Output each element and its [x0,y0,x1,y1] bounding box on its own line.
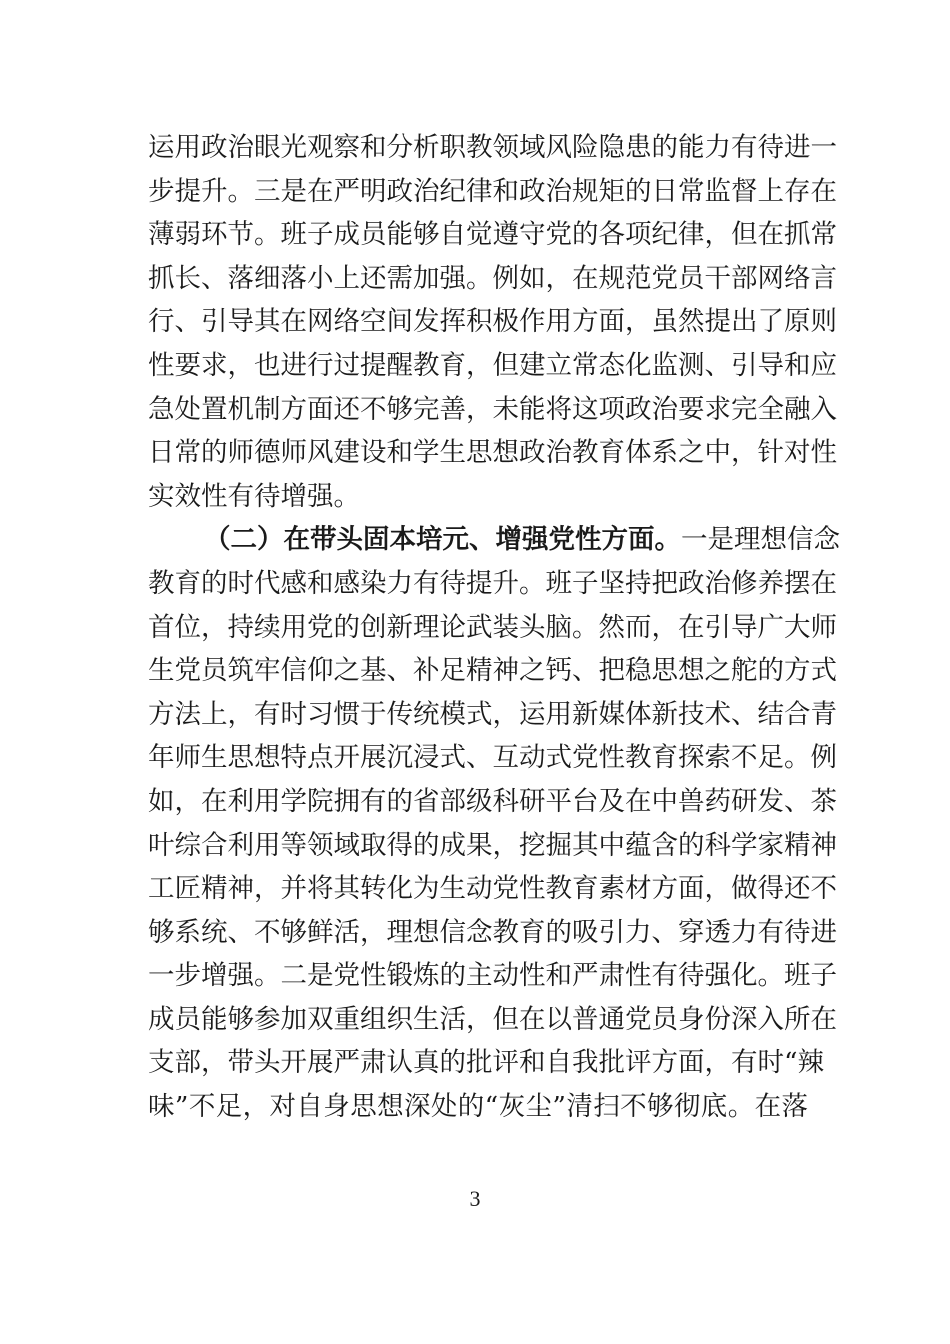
text-line: 性要求，也进行过提醒教育，但建立常态化监测、引导和应 [148,349,837,381]
text-line: 日常的师德师风建设和学生思想政治教育体系之中，针对性 [148,437,837,469]
section-heading: （二）在带头固本培元、增强党性方面。 [204,524,681,556]
text-line: 工匠精神，并将其转化为生动党性教育素材方面，做得还不 [148,873,837,905]
text-line: 方法上，有时习惯于传统模式，运用新媒体新技术、结合青 [148,698,837,730]
page-number: 3 [469,1186,481,1211]
text-line: 教育的时代感和感染力有待提升。班子坚持把政治修养摆在 [148,567,837,599]
heading-continuation: 一是理想信念 [681,524,840,556]
paragraph-party-spirit [148,518,840,1128]
text-line: 生党员筑牢信仰之基、补足精神之钙、把稳思想之舵的方式 [148,655,837,687]
text-line: 行、引导其在网络空间发挥积极作用方面，虽然提出了原则 [148,306,837,338]
text-line: 味”不足，对自身思想深处的“灰尘”清扫不够彻底。在落 [148,1091,808,1123]
paragraph-political-discipline [148,126,837,518]
text-line: 支部，带头开展严肃认真的批评和自我批评方面，有时“辣 [148,1047,825,1079]
text-line: 薄弱环节。班子成员能够自觉遵守党的各项纪律，但在抓常 [148,219,837,251]
text-line: 一步增强。二是党性锻炼的主动性和严肃性有待强化。班子 [148,960,837,992]
text-line: 急处置机制方面还不够完善，未能将这项政治要求完全融入 [148,393,837,425]
text-line: 抓长、落细落小上还需加强。例如，在规范党员干部网络言 [148,262,837,294]
text-line [148,518,840,562]
text-line: 首位，持续用党的创新理论武装头脑。然而，在引导广大师 [148,611,837,643]
text-line: 年师生思想特点开展沉浸式、互动式党性教育探索不足。例 [148,742,837,774]
text-line: 运用政治眼光观察和分析职教领域风险隐患的能力有待进一 [148,132,837,163]
text-line: 实效性有待增强。 [148,480,360,512]
document-body [148,126,840,1129]
text-line: 如，在利用学院拥有的省部级科研平台及在中兽药研发、茶 [148,785,837,817]
text-line: 成员能够参加双重组织生活，但在以普通党员身份深入所在 [148,1003,837,1035]
text-line: 步提升。三是在严明政治纪律和政治规矩的日常监督上存在 [148,175,837,207]
text-line: 够系统、不够鲜活，理想信念教育的吸引力、穿透力有待进 [148,916,837,948]
text-line: 叶综合利用等领域取得的成果，挖掘其中蕴含的科学家精神 [148,829,837,861]
